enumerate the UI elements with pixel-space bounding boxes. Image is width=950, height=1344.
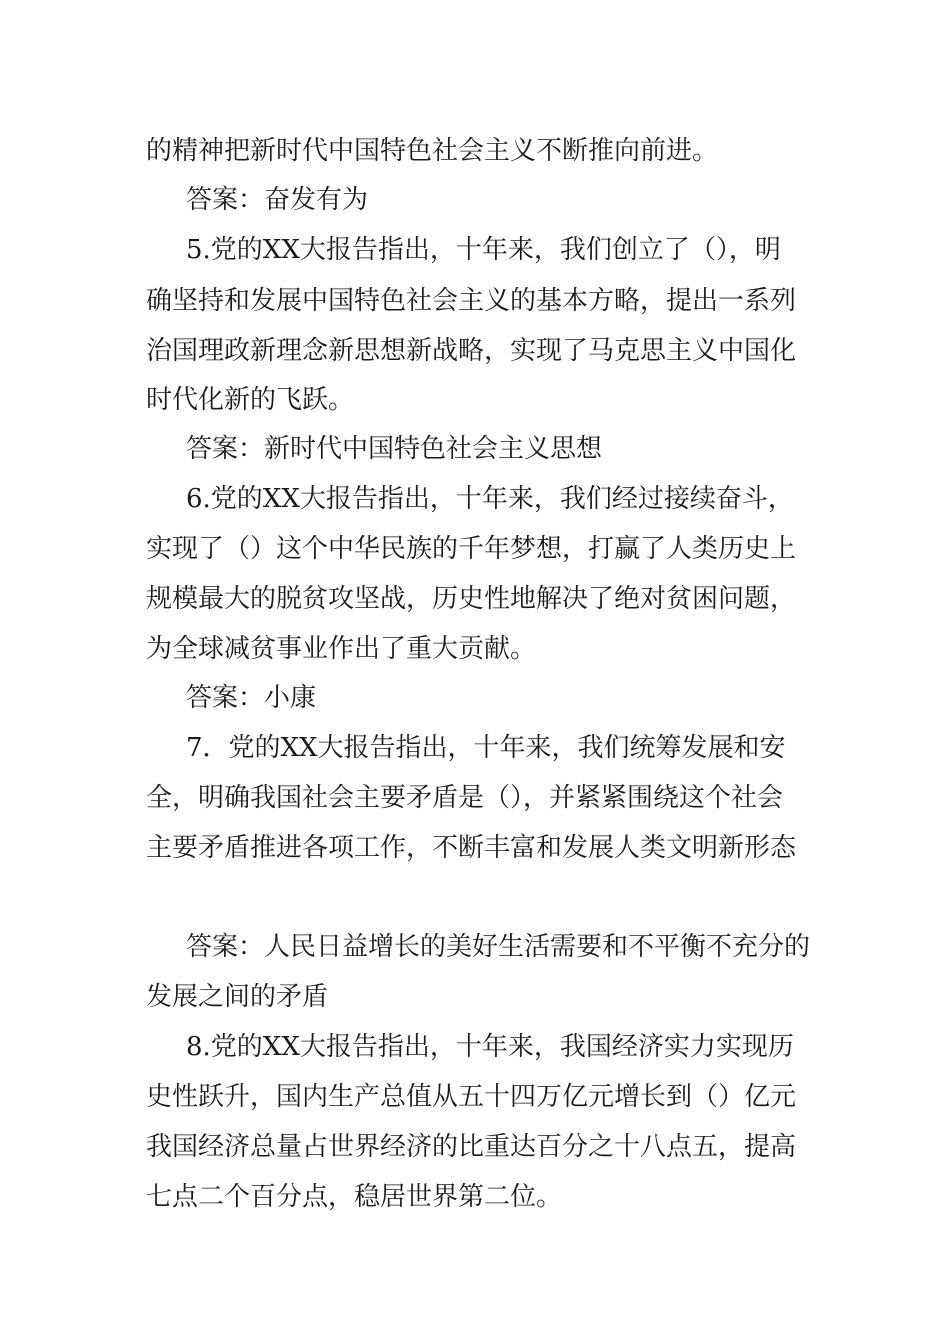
answer-line-5: 答案：新时代中国特色社会主义思想 xyxy=(186,434,603,464)
question-8-line-1: 8.党的XX大报告指出，十年来，我国经济实力实现历 xyxy=(186,1032,794,1062)
question-6-line-3: 规模最大的脱贫攻坚战，历史性地解决了绝对贫困问题， xyxy=(146,584,797,614)
question-5-line-3: 治国理政新理念新思想新战略，实现了马克思主义中国化 xyxy=(146,336,797,366)
question-5-line-2: 确坚持和发展中国特色社会主义的基本方略，提出一系列 xyxy=(146,286,797,316)
question-8-line-4: 七点二个百分点，稳居世界第二位。 xyxy=(146,1182,563,1212)
question-6-line-1: 6.党的XX大报告指出，十年来，我们经过接续奋斗， xyxy=(186,484,794,514)
answer-line-6: 答案：小康 xyxy=(186,683,317,713)
text-line-continuation: 的精神把新时代中国特色社会主义不断推向前进。 xyxy=(146,136,719,166)
question-7-line-1: 7．党的XX大报告指出，十年来，我们统筹发展和安 xyxy=(186,733,786,763)
question-6-line-4: 为全球减贫事业作出了重大贡献。 xyxy=(146,634,537,664)
question-7-line-3: 主要矛盾推进各项工作，不断丰富和发展人类文明新形态 xyxy=(146,833,797,863)
question-6-line-2: 实现了（）这个中华民族的千年梦想，打赢了人类历史上 xyxy=(146,534,797,564)
answer-line-4: 答案：奋发有为 xyxy=(186,185,369,215)
question-8-line-3: 我国经济总量占世界经济的比重达百分之十八点五，提高 xyxy=(146,1132,797,1162)
answer-line-7-part-2: 发展之间的矛盾 xyxy=(146,982,329,1012)
question-7-line-2: 全，明确我国社会主要矛盾是（），并紧紧围绕这个社会 xyxy=(146,783,784,813)
question-5-line-4: 时代化新的飞跃。 xyxy=(146,385,355,415)
answer-line-7-part-1: 答案：人民日益增长的美好生活需要和不平衡不充分的 xyxy=(186,932,811,962)
question-8-line-2: 史性跃升，国内生产总值从五十四万亿元增长到（）亿元 xyxy=(146,1082,797,1112)
question-5-line-1: 5.党的XX大报告指出，十年来，我们创立了（），明 xyxy=(186,235,781,265)
